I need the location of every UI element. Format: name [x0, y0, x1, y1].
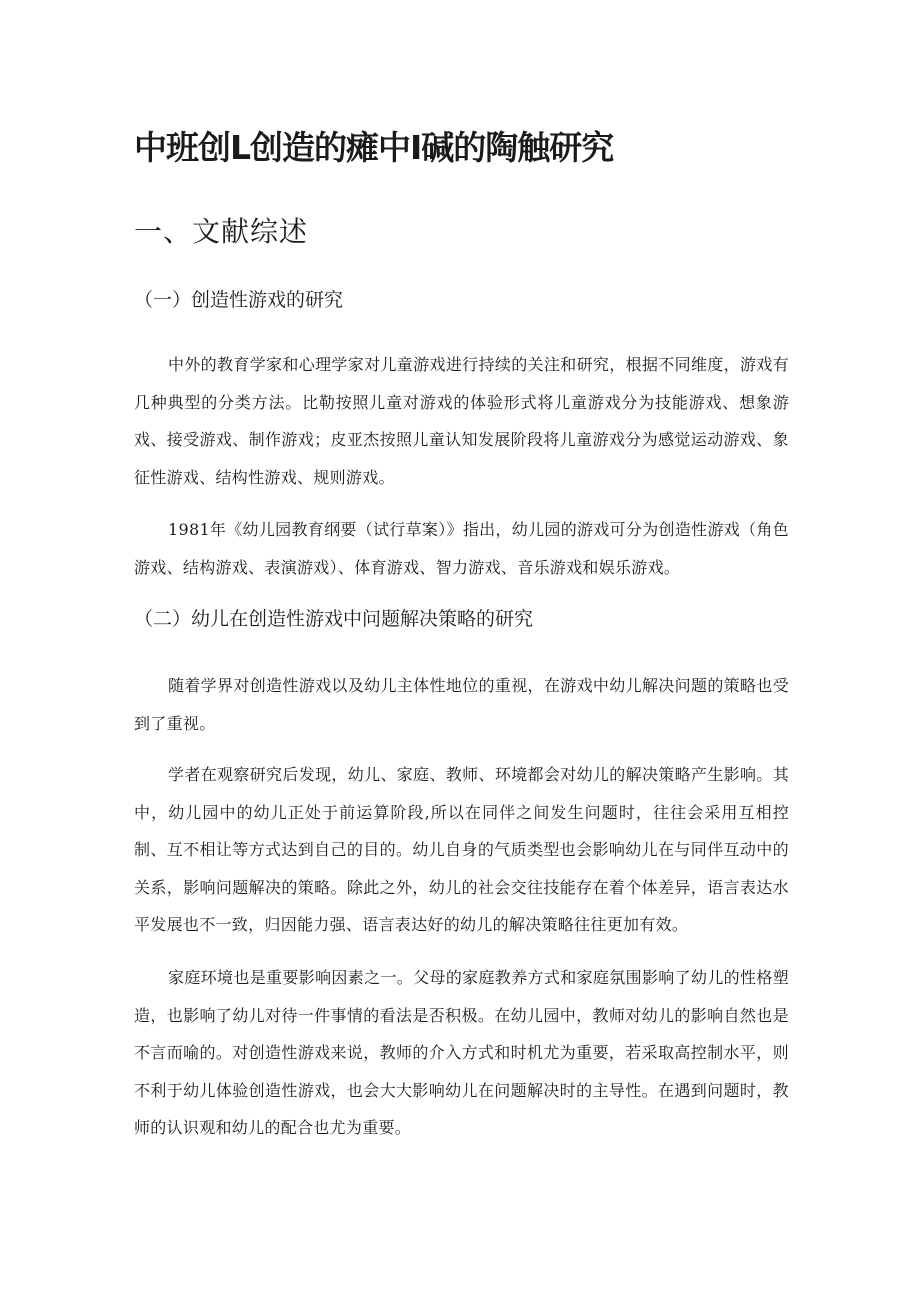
- subsection-heading-creative-games: （一）创造性游戏的研究: [134, 289, 344, 311]
- paragraph: 随着学界对创造性游戏以及幼儿主体性地位的重视，在游戏中幼儿解决问题的策略也受到了重视。: [134, 676, 789, 733]
- paragraph: 1981年《幼儿园教育纲要（试行草案）》指出，幼儿园的游戏可分为创造性游戏（角色游戏、结构游戏、表演游戏）、体育游戏、智力游戏、音乐游戏和娱乐游戏。: [134, 520, 789, 577]
- subsection-heading-problem-solving: （二）幼儿在创造性游戏中问题解决策略的研究: [134, 608, 534, 630]
- paragraph: 家庭环境也是重要影响因素之一。父母的家庭教养方式和家庭氛围影响了幼儿的性格塑造，也影响了幼儿对待一件事情的看法是否积极。在幼儿园中，教师对幼儿的影响自然也是不言而喻的。对创造性游戏来说，教师的介入方式和时机尤为重要，若采取高控制水平，则不利于幼儿体验创造性游戏，也会大大影响幼儿在问题解决时的主导性。在遇到问题时，教师的认识观和幼儿的配合也尤为重要。: [134, 968, 789, 1137]
- paragraph: 中外的教育学家和心理学家对儿童游戏进行持续的关注和研究，根据不同维度，游戏有几种典型的分类方法。比勒按照儿童对游戏的体验形式将儿童游戏分为技能游戏、想象游戏、接受游戏、制作游戏；皮亚杰按照儿童认知发展阶段将儿童游戏分为感觉运动游戏、象征性游戏、结构性游戏、规则游戏。: [134, 355, 789, 487]
- section-heading-literature-review: 一、文献综述: [134, 215, 309, 248]
- document-title: 中班创L创造的瘫中I碱的陶触研究: [134, 128, 614, 167]
- paragraph: 学者在观察研究后发现，幼儿、家庭、教师、环境都会对幼儿的解决策略产生影响。其中，幼儿园中的幼儿正处于前运算阶段,所以在同伴之间发生问题时，往往会采用互相控制、互不相让等方式达到自己的目的。幼儿自身的气质类型也会影响幼儿在与同伴互动中的关系，影响问题解决的策略。除此之外，幼儿的社会交往技能存在着个体差异，语言表达水平发展也不一致，归因能力强、语言表达好的幼儿的解决策略往往更加有效。: [134, 765, 789, 934]
